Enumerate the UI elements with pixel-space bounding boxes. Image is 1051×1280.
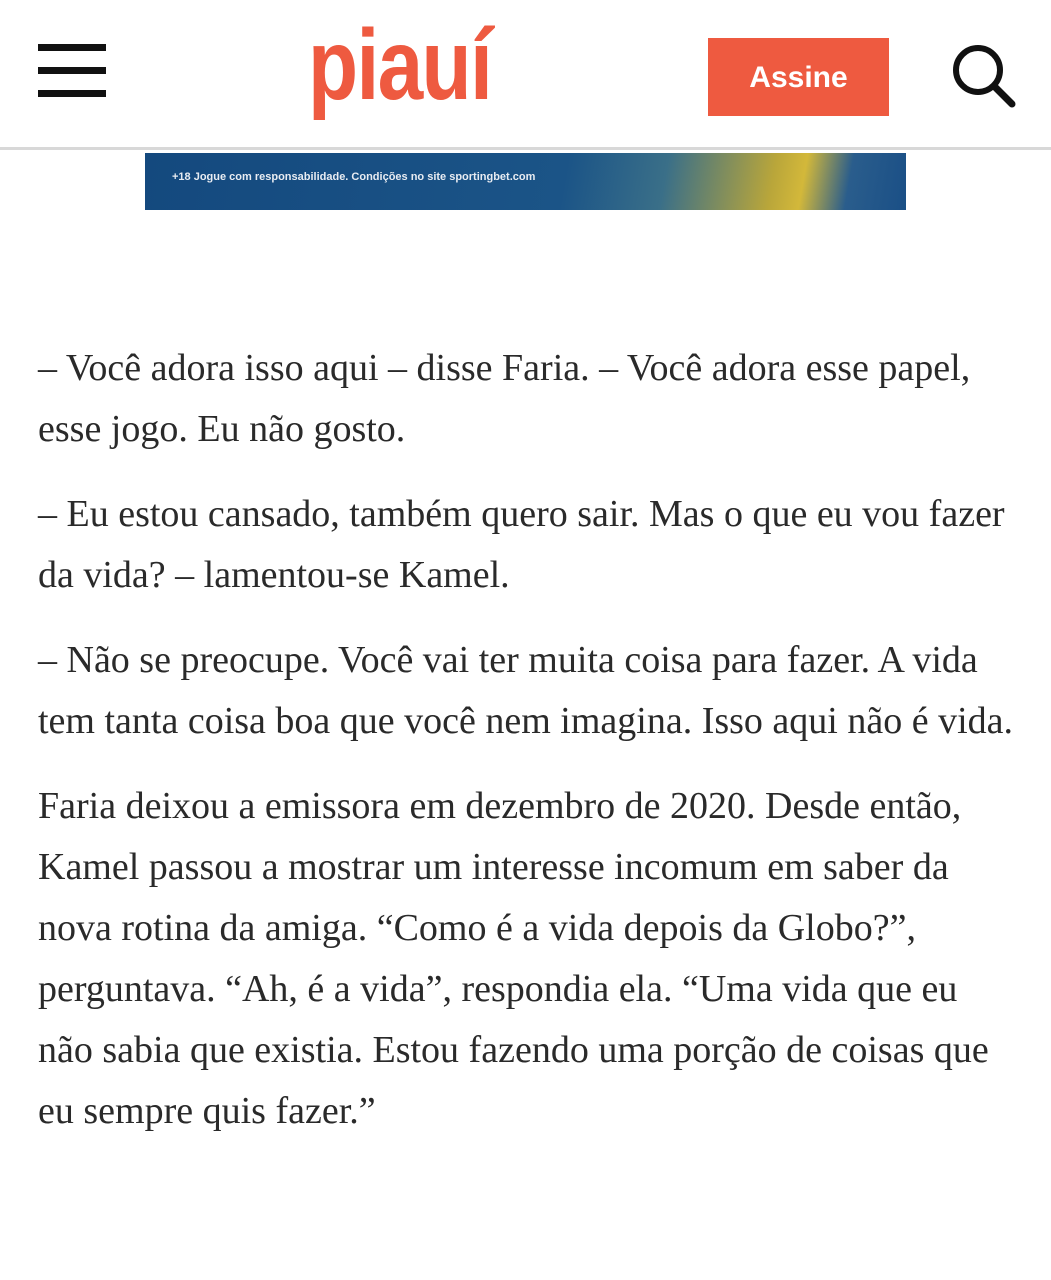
- site-logo[interactable]: piauí: [308, 9, 492, 121]
- menu-bar-top: [38, 44, 106, 51]
- article-paragraph: – Eu estou cansado, também quero sair. Mas o que eu vou fazer da vida? – lamentou-se Kamel.: [38, 493, 1005, 596]
- article-paragraph: – Não se preocupe. Você vai ter muita coisa para fazer. A vida tem tanta coisa boa que você nem imagina. Isso aqui não é vida.: [38, 639, 1014, 742]
- menu-bar-bottom: [38, 90, 106, 97]
- menu-bar-middle: [38, 67, 106, 74]
- magnifier-icon: [948, 40, 1018, 110]
- subscribe-button[interactable]: Assine: [708, 38, 889, 116]
- hamburger-menu-icon[interactable]: [38, 44, 108, 100]
- site-header: [0, 0, 1051, 150]
- article-paragraph: Faria deixou a emissora em dezembro de 2020. Desde então, Kamel passou a mostrar um interesse incomum em saber da nova rotina da amiga. “Como é a vida depois da Globo?”, perguntava. “Ah, é a vida”, respondia ela. “Uma vida que eu não sabia que existia. Estou fazendo uma porção de coisas que eu sempre quis fazer.”: [38, 785, 989, 1132]
- search-button[interactable]: [948, 40, 1018, 110]
- ad-banner[interactable]: [145, 153, 906, 210]
- article-body: [38, 338, 1018, 1166]
- article-paragraph: – Você adora isso aqui – disse Faria. – Você adora esse papel, esse jogo. Eu não gosto.: [38, 347, 971, 450]
- ad-disclaimer: +18 Jogue com responsabilidade. Condições no site sportingbet.com: [172, 171, 536, 183]
